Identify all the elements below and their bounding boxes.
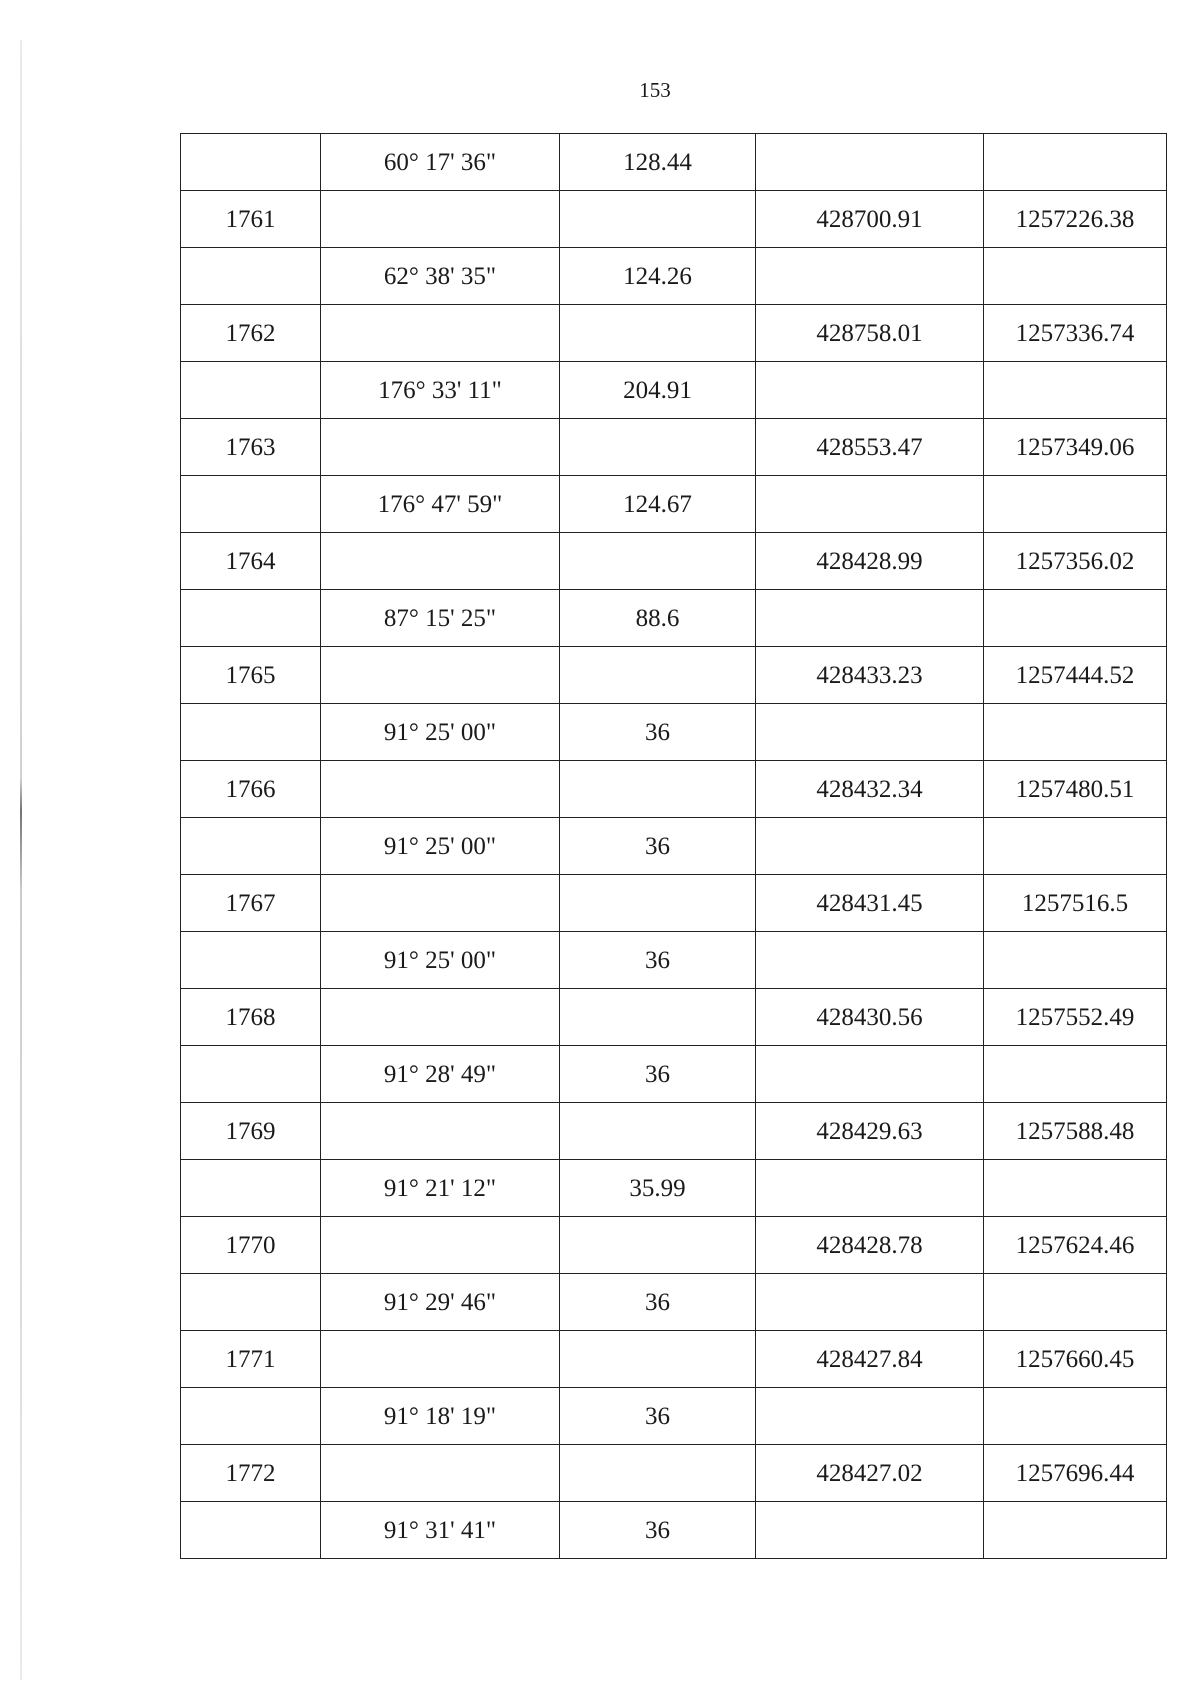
cell-point: 1769: [181, 1103, 321, 1160]
table-row: [181, 476, 1167, 533]
cell-northing: [756, 1502, 984, 1559]
table-row: [181, 362, 1167, 419]
cell-distance: [560, 1103, 756, 1160]
cell-northing: [756, 590, 984, 647]
cell-easting: 1257480.51: [984, 761, 1167, 818]
cell-bearing: [321, 1217, 560, 1274]
cell-bearing: 91° 25' 00": [321, 818, 560, 875]
table-body: [181, 134, 1167, 1559]
cell-bearing: [321, 1103, 560, 1160]
cell-point: [181, 1502, 321, 1559]
table-row: [181, 134, 1167, 191]
cell-easting: [984, 1046, 1167, 1103]
cell-point: [181, 818, 321, 875]
cell-bearing: [321, 419, 560, 476]
table-row: [181, 419, 1167, 476]
table-row: [181, 989, 1167, 1046]
cell-northing: [756, 476, 984, 533]
cell-easting: [984, 1274, 1167, 1331]
table-row: [181, 533, 1167, 590]
cell-northing: [756, 248, 984, 305]
survey-coordinates-table: [180, 133, 1167, 1559]
cell-northing: 428431.45: [756, 875, 984, 932]
cell-northing: 428553.47: [756, 419, 984, 476]
cell-northing: 428427.84: [756, 1331, 984, 1388]
cell-easting: 1257516.5: [984, 875, 1167, 932]
cell-bearing: 176° 47' 59": [321, 476, 560, 533]
table-row: [181, 1502, 1167, 1559]
cell-distance: 36: [560, 704, 756, 761]
cell-point: [181, 362, 321, 419]
cell-northing: [756, 134, 984, 191]
cell-bearing: 91° 28' 49": [321, 1046, 560, 1103]
cell-bearing: 91° 25' 00": [321, 932, 560, 989]
cell-distance: [560, 1217, 756, 1274]
cell-point: 1770: [181, 1217, 321, 1274]
table-row: [181, 248, 1167, 305]
cell-distance: [560, 305, 756, 362]
cell-distance: [560, 191, 756, 248]
cell-easting: 1257624.46: [984, 1217, 1167, 1274]
cell-northing: [756, 932, 984, 989]
cell-point: 1772: [181, 1445, 321, 1502]
cell-distance: [560, 761, 756, 818]
cell-easting: [984, 362, 1167, 419]
cell-easting: [984, 704, 1167, 761]
cell-bearing: [321, 761, 560, 818]
cell-easting: [984, 1160, 1167, 1217]
cell-northing: [756, 704, 984, 761]
cell-distance: [560, 875, 756, 932]
cell-point: [181, 704, 321, 761]
cell-point: 1765: [181, 647, 321, 704]
cell-northing: [756, 1160, 984, 1217]
cell-bearing: 91° 18' 19": [321, 1388, 560, 1445]
cell-northing: [756, 1388, 984, 1445]
cell-distance: 36: [560, 818, 756, 875]
cell-northing: [756, 362, 984, 419]
cell-easting: 1257660.45: [984, 1331, 1167, 1388]
cell-point: [181, 590, 321, 647]
cell-distance: 128.44: [560, 134, 756, 191]
cell-distance: 124.26: [560, 248, 756, 305]
cell-distance: [560, 989, 756, 1046]
cell-bearing: 62° 38' 35": [321, 248, 560, 305]
cell-bearing: 60° 17' 36": [321, 134, 560, 191]
table-row: [181, 1445, 1167, 1502]
cell-distance: [560, 1331, 756, 1388]
cell-point: 1764: [181, 533, 321, 590]
cell-bearing: [321, 647, 560, 704]
cell-northing: [756, 1046, 984, 1103]
cell-point: [181, 932, 321, 989]
cell-easting: 1257588.48: [984, 1103, 1167, 1160]
cell-bearing: [321, 875, 560, 932]
cell-northing: 428758.01: [756, 305, 984, 362]
cell-easting: [984, 818, 1167, 875]
cell-northing: 428427.02: [756, 1445, 984, 1502]
cell-northing: 428428.78: [756, 1217, 984, 1274]
cell-bearing: 176° 33' 11": [321, 362, 560, 419]
cell-point: 1761: [181, 191, 321, 248]
table-row: [181, 647, 1167, 704]
table-row: [181, 1217, 1167, 1274]
cell-distance: 36: [560, 1388, 756, 1445]
cell-distance: [560, 419, 756, 476]
table-row: [181, 1331, 1167, 1388]
cell-distance: 204.91: [560, 362, 756, 419]
table-row: [181, 818, 1167, 875]
cell-northing: 428432.34: [756, 761, 984, 818]
cell-bearing: 91° 29' 46": [321, 1274, 560, 1331]
cell-bearing: [321, 989, 560, 1046]
cell-point: 1767: [181, 875, 321, 932]
cell-point: [181, 248, 321, 305]
cell-northing: 428430.56: [756, 989, 984, 1046]
table-row: [181, 1046, 1167, 1103]
table-row: [181, 1388, 1167, 1445]
cell-easting: [984, 1388, 1167, 1445]
cell-easting: [984, 134, 1167, 191]
cell-distance: 124.67: [560, 476, 756, 533]
cell-bearing: 87° 15' 25": [321, 590, 560, 647]
cell-distance: 35.99: [560, 1160, 756, 1217]
cell-easting: [984, 476, 1167, 533]
cell-distance: [560, 1445, 756, 1502]
cell-easting: 1257356.02: [984, 533, 1167, 590]
cell-easting: [984, 932, 1167, 989]
table-row: [181, 191, 1167, 248]
table-row: [181, 1160, 1167, 1217]
cell-easting: 1257349.06: [984, 419, 1167, 476]
table-row: [181, 932, 1167, 989]
cell-point: [181, 1274, 321, 1331]
cell-easting: 1257444.52: [984, 647, 1167, 704]
cell-northing: 428429.63: [756, 1103, 984, 1160]
cell-point: 1766: [181, 761, 321, 818]
cell-point: [181, 1160, 321, 1217]
cell-northing: [756, 1274, 984, 1331]
cell-easting: [984, 248, 1167, 305]
cell-distance: 36: [560, 1046, 756, 1103]
cell-easting: 1257336.74: [984, 305, 1167, 362]
table-row: [181, 875, 1167, 932]
cell-bearing: 91° 31' 41": [321, 1502, 560, 1559]
table-row: [181, 305, 1167, 362]
cell-point: [181, 1388, 321, 1445]
table-row: [181, 590, 1167, 647]
cell-distance: 36: [560, 932, 756, 989]
cell-point: 1768: [181, 989, 321, 1046]
cell-easting: 1257226.38: [984, 191, 1167, 248]
cell-point: 1771: [181, 1331, 321, 1388]
cell-distance: 36: [560, 1502, 756, 1559]
cell-distance: [560, 533, 756, 590]
cell-distance: [560, 647, 756, 704]
cell-point: [181, 1046, 321, 1103]
cell-distance: 36: [560, 1274, 756, 1331]
cell-bearing: 91° 25' 00": [321, 704, 560, 761]
scan-edge-shadow: [20, 40, 22, 1680]
cell-bearing: 91° 21' 12": [321, 1160, 560, 1217]
cell-easting: 1257552.49: [984, 989, 1167, 1046]
cell-bearing: [321, 191, 560, 248]
cell-distance: 88.6: [560, 590, 756, 647]
table-row: [181, 761, 1167, 818]
cell-point: 1762: [181, 305, 321, 362]
cell-northing: [756, 818, 984, 875]
table-row: [181, 1274, 1167, 1331]
cell-northing: 428700.91: [756, 191, 984, 248]
cell-point: [181, 476, 321, 533]
cell-bearing: [321, 533, 560, 590]
cell-northing: 428428.99: [756, 533, 984, 590]
cell-easting: 1257696.44: [984, 1445, 1167, 1502]
cell-bearing: [321, 305, 560, 362]
cell-northing: 428433.23: [756, 647, 984, 704]
cell-point: [181, 134, 321, 191]
cell-bearing: [321, 1331, 560, 1388]
cell-easting: [984, 590, 1167, 647]
page-number: 153: [639, 78, 671, 102]
table-row: [181, 1103, 1167, 1160]
table-row: [181, 704, 1167, 761]
cell-bearing: [321, 1445, 560, 1502]
cell-easting: [984, 1502, 1167, 1559]
cell-point: 1763: [181, 419, 321, 476]
